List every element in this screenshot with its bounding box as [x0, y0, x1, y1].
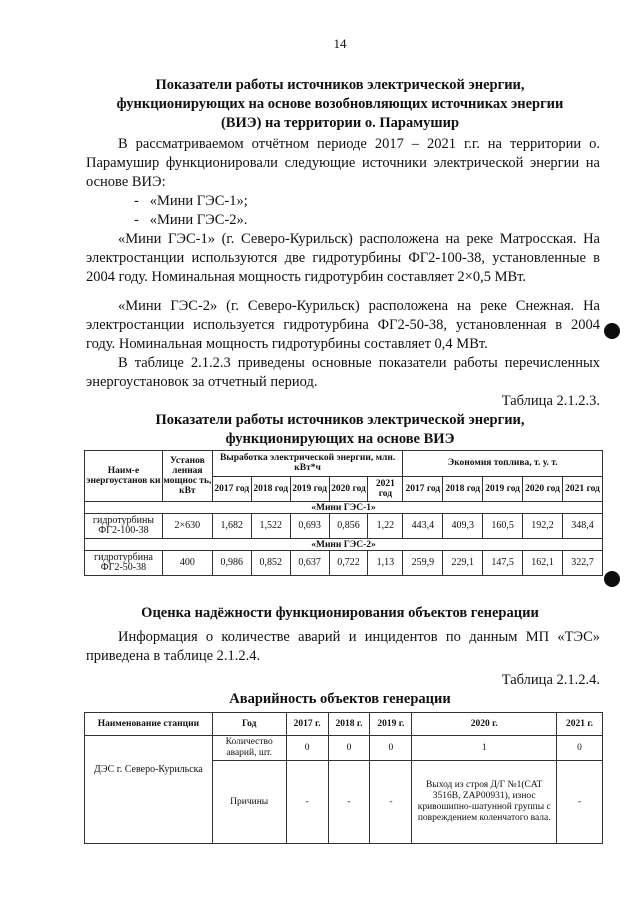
gen-cell: 1,682: [212, 514, 251, 539]
year-header: 2021 год: [368, 476, 403, 502]
table-row: [85, 514, 603, 539]
table2-caption: Таблица 2.1.2.4.: [501, 672, 600, 688]
section-title-line: Показатели работы источников электрической энергии,: [155, 77, 525, 93]
reason-cell: -: [557, 761, 603, 844]
year-header: 2018 год: [251, 476, 290, 502]
year-header: 2018 год: [443, 476, 483, 502]
col-header-fuel: Экономия топлива, т. у. т.: [403, 451, 603, 477]
gen-cell: 0,856: [329, 514, 368, 539]
list-item: - «Мини ГЭС-1»;: [134, 193, 248, 209]
count-cell: 0: [286, 736, 328, 761]
fuel-cell: 259,9: [403, 551, 443, 576]
punch-hole-mark: [604, 571, 620, 587]
station-name: ДЭС г. Северо-Курильска: [85, 736, 213, 844]
col-header-2020: 2020 г.: [412, 713, 557, 736]
col-header-2018: 2018 г.: [328, 713, 370, 736]
capacity-cell: 2×630: [162, 514, 212, 539]
count-cell: 0: [370, 736, 412, 761]
section-title-line: функционирующих на основе возобновляющих источниках энергии: [116, 96, 564, 112]
col-header-2021: 2021 г.: [557, 713, 603, 736]
table1-title: [60, 411, 620, 449]
year-header: 2020 год: [523, 476, 563, 502]
gen-cell: 0,852: [251, 551, 290, 576]
list-item: - «Мини ГЭС-2».: [134, 212, 248, 228]
table-ref-paragraph: В таблице 2.1.2.3 приведены основные показатели работы перечисленных энергоустановок за отчетный период.: [86, 355, 600, 390]
accidents-table: [84, 712, 603, 844]
installation-name: гидротурбина ФГ2-50-38: [85, 551, 163, 576]
col-header-2017: 2017 г.: [286, 713, 328, 736]
source-list: [134, 192, 248, 230]
table1-caption: Таблица 2.1.2.3.: [501, 393, 600, 409]
year-header: 2021 год: [562, 476, 602, 502]
count-cell: 0: [328, 736, 370, 761]
punch-hole-mark: [604, 323, 620, 339]
year-header: 2019 год: [290, 476, 329, 502]
page-number: 14: [333, 36, 347, 51]
table-section-label: «Мини ГЭС-2»: [85, 539, 603, 551]
fuel-cell: 160,5: [483, 514, 523, 539]
year-header: 2019 год: [483, 476, 523, 502]
gen-cell: 0,722: [329, 551, 368, 576]
col-header-year: Год: [212, 713, 286, 736]
table-row: [85, 551, 603, 576]
fuel-cell: 348,4: [562, 514, 602, 539]
col-header-name: Наим-е энергоустанов ки: [85, 451, 163, 502]
energy-table: [84, 450, 603, 576]
gen-cell: 1,13: [368, 551, 403, 576]
fuel-cell: 322,7: [562, 551, 602, 576]
gen-cell: 0,986: [212, 551, 251, 576]
col-header-2019: 2019 г.: [370, 713, 412, 736]
fuel-cell: 162,1: [523, 551, 563, 576]
ges2-paragraph: «Мини ГЭС-2» (г. Северо-Курильск) расположена на реке Снежная. На электростанции используется гидротурбина ФГ2-50-38, установленная в 2004 году. Номинальная мощность гидротурбины составляет 0,4 МВт.: [86, 298, 600, 352]
reason-cell: -: [328, 761, 370, 844]
table-row: [85, 736, 603, 761]
table1-title-line: Показатели работы источников электрической энергии,: [155, 412, 525, 428]
intro-paragraph: В рассматриваемом отчётном периоде 2017 – 2021 г.г. на территории о. Парамушир функционировали следующие источники электрической энергии на основе ВИЭ:: [86, 136, 600, 190]
fuel-cell: 443,4: [403, 514, 443, 539]
row-label-reasons: Причины: [212, 761, 286, 844]
capacity-cell: 400: [162, 551, 212, 576]
count-cell: 1: [412, 736, 557, 761]
installation-name: гидротурбины ФГ2-100-38: [85, 514, 163, 539]
col-header-station: Наименование станции: [85, 713, 213, 736]
section2-paragraph: Информация о количестве аварий и инцидентов по данным МП «ТЭС» приведена в таблице 2.1.2.4.: [86, 629, 600, 664]
reason-cell: Выход из строя Д/Г №1(CAT 3516B, ZAP00931), износ кривошипно-шатунной группы с повреждением коленчатого вала.: [412, 761, 557, 844]
count-cell: 0: [557, 736, 603, 761]
table2-title: Аварийность объектов генерации: [229, 691, 451, 707]
gen-cell: 0,693: [290, 514, 329, 539]
fuel-cell: 192,2: [523, 514, 563, 539]
table1-title-line: функционирующих на основе ВИЭ: [225, 431, 455, 447]
gen-cell: 1,522: [251, 514, 290, 539]
col-header-capacity: Установ ленная мощнос ть, кВт: [162, 451, 212, 502]
section-title-line: (ВИЭ) на территории о. Парамушир: [220, 115, 460, 131]
year-header: 2017 год: [212, 476, 251, 502]
reason-cell: -: [370, 761, 412, 844]
col-header-generation: Выработка электрической энергии, млн. кВт*ч: [212, 451, 403, 477]
fuel-cell: 147,5: [483, 551, 523, 576]
gen-cell: 1,22: [368, 514, 403, 539]
fuel-cell: 409,3: [443, 514, 483, 539]
reason-cell: -: [286, 761, 328, 844]
year-header: 2020 год: [329, 476, 368, 502]
table-section-label: «Мини ГЭС-1»: [85, 502, 603, 514]
section-title: [60, 76, 620, 133]
section2-title: Оценка надёжности функционирования объектов генерации: [141, 605, 539, 621]
year-header: 2017 год: [403, 476, 443, 502]
gen-cell: 0,637: [290, 551, 329, 576]
fuel-cell: 229,1: [443, 551, 483, 576]
row-label-count: Количество аварий, шт.: [212, 736, 286, 761]
ges1-paragraph: «Мини ГЭС-1» (г. Северо-Курильск) расположена на реке Матросская. На электростанции используются две гидротурбины ФГ2-100-38, установленные в 2004 году. Номинальная мощность гидротурбин составляет 2×0,5 МВт.: [86, 231, 600, 285]
